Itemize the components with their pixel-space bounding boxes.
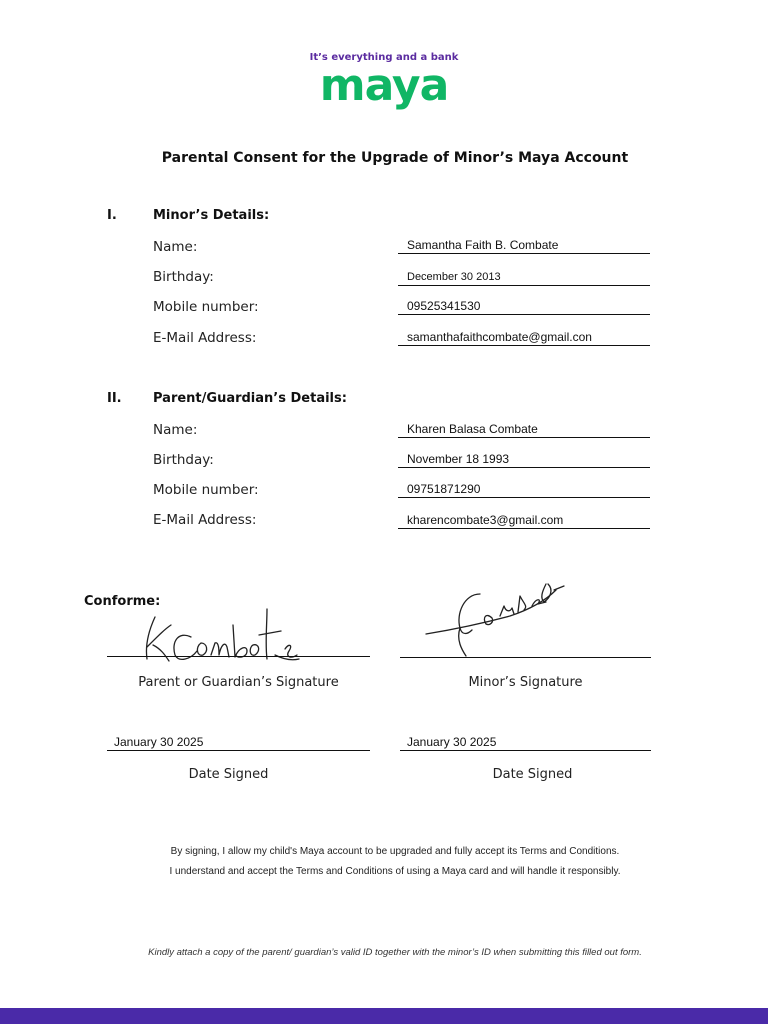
minor-signature-image <box>420 568 570 663</box>
parent-date-field[interactable]: January 30 2025 <box>107 735 370 751</box>
section-number-parent: II. <box>107 391 122 406</box>
minor-email-field[interactable]: samanthafaithcombate@gmail.con <box>398 330 650 346</box>
minor-signature-line <box>400 657 651 658</box>
parent-birthday-label: Birthday: <box>153 452 214 468</box>
parent-email-field[interactable]: kharencombate3@gmail.com <box>398 513 650 529</box>
section-number-minor: I. <box>107 208 117 223</box>
consent-line-1: By signing, I allow my child's Maya account to be upgraded and fully accept its Terms and Conditions. <box>170 846 620 857</box>
section-heading-minor: Minor’s Details: <box>153 208 270 223</box>
attach-id-note: Kindly attach a copy of the parent/ guardian’s valid ID together with the minor’s ID when submitting this filled out form. <box>148 947 642 958</box>
parent-mobile-field[interactable]: 09751871290 <box>398 482 650 498</box>
minor-mobile-label: Mobile number: <box>153 299 259 315</box>
conforme-label: Conforme: <box>84 594 161 609</box>
minor-name-field[interactable]: Samantha Faith B. Combate <box>398 238 650 254</box>
minor-signature-caption: Minor’s Signature <box>468 675 583 690</box>
minor-date-field[interactable]: January 30 2025 <box>400 735 651 751</box>
minor-birthday-label: Birthday: <box>153 269 214 285</box>
parent-birthday-field[interactable]: November 18 1993 <box>398 452 650 468</box>
maya-logo: maya <box>319 60 449 111</box>
parent-email-label: E-Mail Address: <box>153 512 257 528</box>
footer-bar <box>0 1008 768 1024</box>
parent-signature-caption: Parent or Guardian’s Signature <box>138 675 339 690</box>
parent-signature-image <box>135 585 305 665</box>
parent-name-label: Name: <box>153 422 198 438</box>
parent-signature-line <box>107 656 370 657</box>
parent-name-field[interactable]: Kharen Balasa Combate <box>398 422 650 438</box>
parent-date-caption: Date Signed <box>188 767 269 782</box>
minor-email-label: E-Mail Address: <box>153 330 257 346</box>
brand-tagline: It’s everything and a bank <box>309 52 459 63</box>
minor-name-label: Name: <box>153 239 198 255</box>
parent-mobile-label: Mobile number: <box>153 482 259 498</box>
consent-line-2: I understand and accept the Terms and Conditions of using a Maya card and will handle it responsibly. <box>169 866 621 877</box>
minor-date-caption: Date Signed <box>492 767 573 782</box>
document-title: Parental Consent for the Upgrade of Minor’s Maya Account <box>161 150 629 166</box>
section-heading-parent: Parent/Guardian’s Details: <box>153 391 347 406</box>
minor-mobile-field[interactable]: 09525341530 <box>398 299 650 315</box>
minor-birthday-field[interactable]: December 30 2013 <box>398 270 650 286</box>
